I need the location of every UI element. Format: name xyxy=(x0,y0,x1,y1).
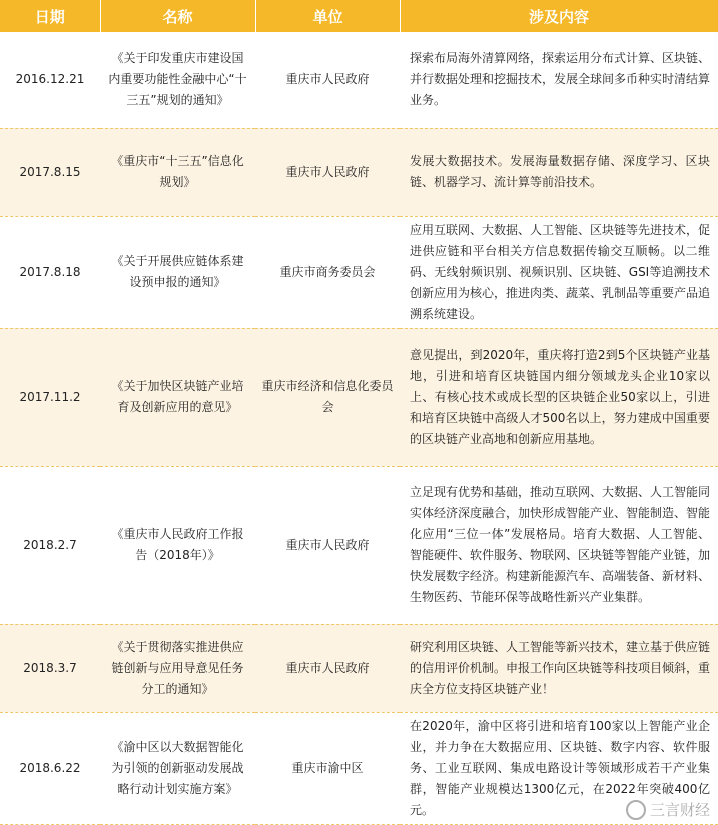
row-content: 探索布局海外清算网络，探索运用分布式计算、区块链、并行数据处理和挖掘技术，发展全球间多币种实时清结算业务。 xyxy=(400,32,718,128)
row-unit: 重庆市人民政府 xyxy=(255,128,400,216)
row-content: 发展大数据技术。发展海量数据存储、深度学习、区块链、机器学习、流计算等前沿技术。 xyxy=(400,128,718,216)
row-name: 《关于贯彻落实推进供应链创新与应用导意见任务分工的通知》 xyxy=(100,624,255,712)
watermark-text: 三言财经 xyxy=(649,801,710,819)
row-unit: 重庆市渝中区 xyxy=(255,712,400,824)
header-content: 涉及内容 xyxy=(400,0,718,32)
row-unit: 重庆市经济和信息化委员会 xyxy=(255,328,400,466)
table-row xyxy=(0,32,718,128)
header-unit: 单位 xyxy=(255,0,400,32)
header-row xyxy=(0,0,718,32)
row-name: 《关于印发重庆市建设国内重要功能性金融中心“十三五”规划的通知》 xyxy=(100,32,255,128)
row-date: 2018.3.7 xyxy=(0,624,100,712)
watermark-logo-icon xyxy=(626,800,646,820)
header-name: 名称 xyxy=(100,0,255,32)
table-row xyxy=(0,216,718,328)
row-unit: 重庆市商务委员会 xyxy=(255,216,400,328)
row-unit: 重庆市人民政府 xyxy=(255,32,400,128)
row-date: 2018.2.7 xyxy=(0,466,100,624)
row-content: 意见提出，到2020年，重庆将打造2到5个区块链产业基地，引进和培育区块链国内细分领域龙头企业10家以上、有核心技术或成长型的区块链企业50家以上，引进和培育区块链中高级人才500名以上，努力建成中国重要的区块链产业高地和创新应用基地。 xyxy=(400,328,718,466)
table-row xyxy=(0,328,718,466)
watermark xyxy=(626,799,710,820)
row-date: 2016.12.21 xyxy=(0,32,100,128)
row-name: 《重庆市人民政府工作报告（2018年）》 xyxy=(100,466,255,624)
row-content: 在2020年，渝中区将引进和培育100家以上智能产业企业，并力争在大数据应用、区块链、数字内容、软件服务、工业互联网、集成电路设计等领域形成若干产业集群，智能产业规模达1300亿元，在2022年突破400亿元。 xyxy=(400,712,718,824)
row-name: 《关于开展供应链体系建设预申报的通知》 xyxy=(100,216,255,328)
row-content: 研究利用区块链、人工智能等新兴技术，建立基于供应链的信用评价机制。申报工作向区块链等科技项目倾斜，重庆全方位支持区块链产业！ xyxy=(400,624,718,712)
row-date: 2017.8.15 xyxy=(0,128,100,216)
row-name: 《重庆市“十三五”信息化规划》 xyxy=(100,128,255,216)
header-date: 日期 xyxy=(0,0,100,32)
row-unit: 重庆市人民政府 xyxy=(255,624,400,712)
table-row xyxy=(0,128,718,216)
table-row xyxy=(0,712,718,824)
row-date: 2018.6.22 xyxy=(0,712,100,824)
row-date: 2017.8.18 xyxy=(0,216,100,328)
row-date: 2017.11.2 xyxy=(0,328,100,466)
row-unit: 重庆市人民政府 xyxy=(255,466,400,624)
table-row xyxy=(0,624,718,712)
table-row xyxy=(0,466,718,624)
row-content: 立足现有优势和基础，推动互联网、大数据、人工智能同实体经济深度融合，加快形成智能产业、智能制造、智能化应用“三位一体”发展格局。培育大数据、人工智能、智能硬件、软件服务、物联网、区块链等智能产业链，加快发展数字经济。构建新能源汽车、高端装备、新材料、生物医药、节能环保等战略性新兴产业集群。 xyxy=(400,466,718,624)
row-name: 《渝中区以大数据智能化为引领的创新驱动发展战略行动计划实施方案》 xyxy=(100,712,255,824)
row-content: 应用互联网、大数据、人工智能、区块链等先进技术，促进供应链和平台相关方信息数据传输交互顺畅。以二维码、无线射频识别、视频识别、区块链、GSI等追溯技术创新应用为核心，推进肉类、蔬菜、乳制品等重要产品追溯系统建设。 xyxy=(400,216,718,328)
row-name: 《关于加快区块链产业培育及创新应用的意见》 xyxy=(100,328,255,466)
